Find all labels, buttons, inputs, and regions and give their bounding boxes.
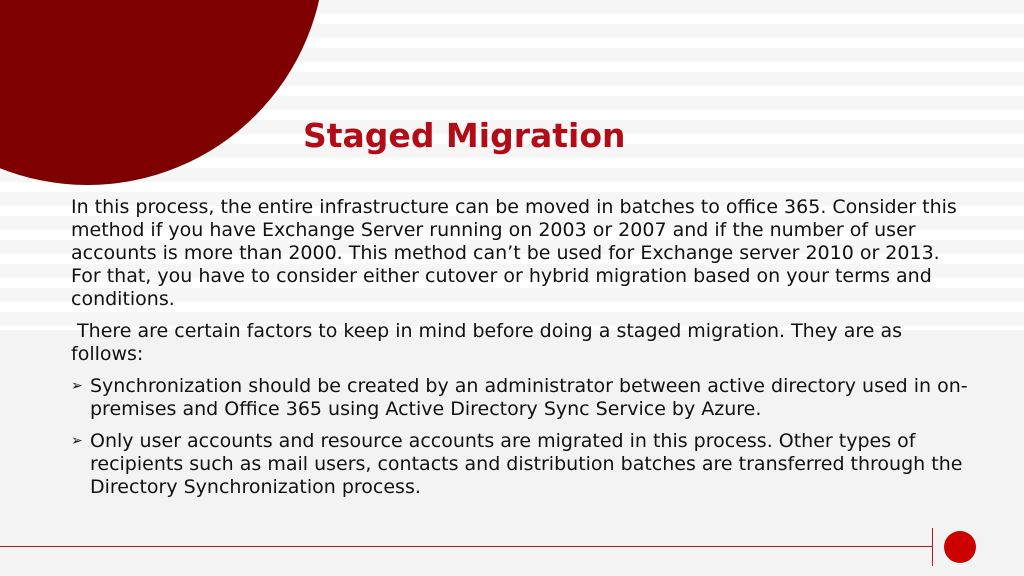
paragraph-intro: In this process, the entire infrastructure can be moved in batches to office 365. Consider this method if you have Exchange Server running on 2003 or 2007 and if the number of user accounts is more than 2000. This method can’t be used for Exchange server 2010 or 2013. For that, you have to consider either cutover or hybrid migration based on your terms and conditions. [71,196,957,310]
bullet-text: Synchronization should be created by an administrator between active directory used in on-premises and Office 365 using Active Directory Sync Service by Azure. [90,375,968,420]
arrow-bullet-icon: ➢ [71,433,83,449]
slide-body [71,196,971,508]
bullet-text: Only user accounts and resource accounts are migrated in this process. Other types of recipients such as mail users, contacts and distribution batches are transferred through the Directory Synchronization process. [90,430,963,498]
bullet-item-sync [71,375,971,421]
footer-red-dot [944,531,976,563]
footer-divider-tick [932,528,933,566]
slide-title: Staged Migration [303,116,626,155]
arrow-bullet-icon: ➢ [71,378,83,394]
bullet-item-accounts [71,430,971,499]
footer-divider-line [0,546,932,547]
paragraph-factors: There are certain factors to keep in mind before doing a staged migration. They are as follows: [71,320,909,365]
